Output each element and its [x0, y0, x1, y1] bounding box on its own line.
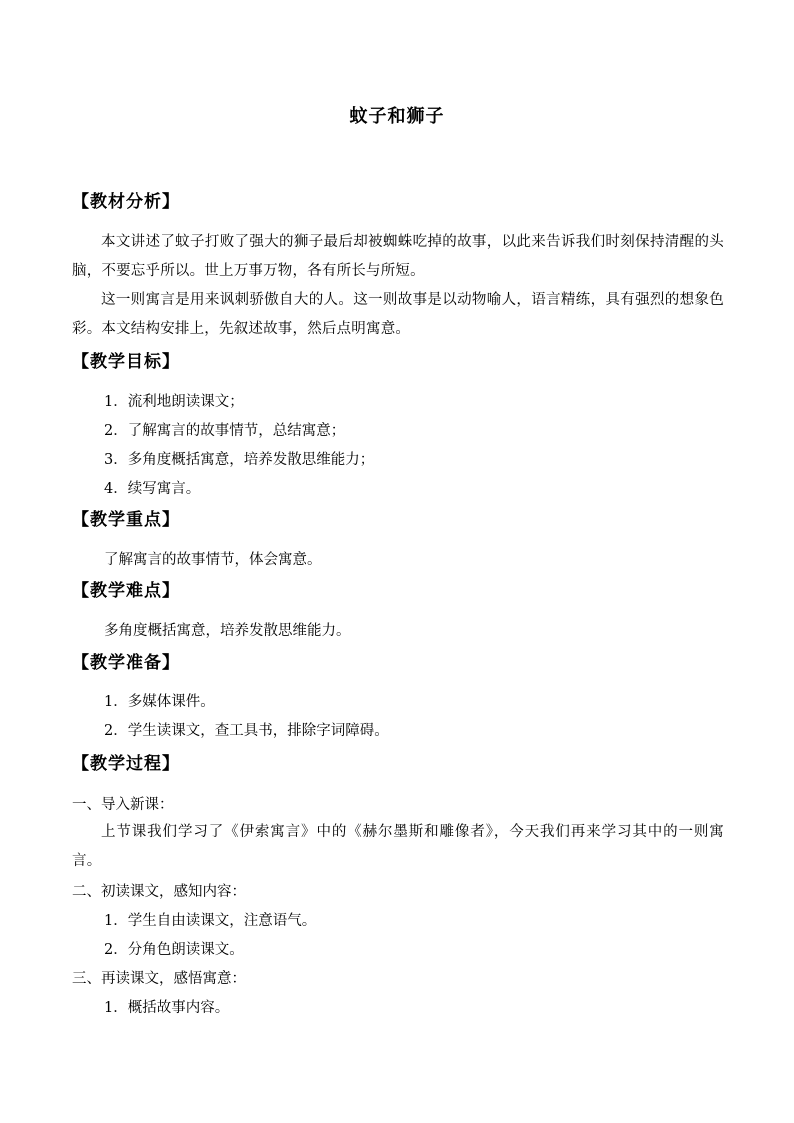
goal-item-3: 3．多角度概括寓意，培养发散思维能力；	[104, 452, 375, 468]
process-step-1-paragraph: 上节课我们学习了《伊索寓言》中的《赫尔墨斯和雕像者》，今天我们再来学习其中的一则寓言。	[72, 824, 724, 869]
key-points-text: 了解寓言的故事情节，体会寓意。	[104, 552, 322, 568]
goal-item-2: 2．了解寓言的故事情节，总结寓意；	[104, 423, 346, 439]
heading-process: 【教学过程】	[72, 754, 180, 774]
preparation-item-1: 1．多媒体课件。	[104, 694, 215, 710]
heading-difficulties: 【教学难点】	[72, 581, 180, 601]
process-step-3-label: 三、再读课文，感悟寓意：	[72, 971, 246, 987]
goal-item-4: 4．续写寓言。	[104, 481, 201, 497]
goal-item-1: 1．流利地朗读课文；	[104, 394, 244, 410]
heading-key-points: 【教学重点】	[72, 510, 180, 530]
heading-goals: 【教学目标】	[72, 352, 180, 372]
heading-preparation: 【教学准备】	[72, 653, 180, 673]
process-step-2-label: 二、初读课文，感知内容：	[72, 884, 246, 900]
difficulties-text: 多角度概括寓意，培养发散思维能力。	[104, 623, 351, 639]
analysis-paragraph-2: 这一则寓言是用来讽刺骄傲自大的人。这一则故事是以动物喻人，语言精练，具有强烈的想象色彩。本文结构安排上，先叙述故事，然后点明寓意。	[72, 292, 724, 337]
document-title: 蚊子和狮子	[349, 106, 445, 127]
heading-analysis: 【教材分析】	[72, 192, 180, 212]
process-step-3-item-1: 1．概括故事内容。	[104, 1000, 230, 1016]
process-step-2-item-1: 1．学生自由读课文，注意语气。	[104, 913, 317, 929]
process-step-1-label: 一、导入新课：	[72, 797, 174, 813]
analysis-paragraph-1: 本文讲述了蚊子打败了强大的狮子最后却被蜘蛛吃掉的故事，以此来告诉我们时刻保持清醒的头脑，不要忘乎所以。世上万事万物，各有所长与所短。	[72, 234, 724, 279]
process-step-2-item-2: 2．分角色朗读课文。	[104, 942, 244, 958]
preparation-item-2: 2．学生读课文，查工具书，排除字词障碍。	[104, 723, 389, 739]
